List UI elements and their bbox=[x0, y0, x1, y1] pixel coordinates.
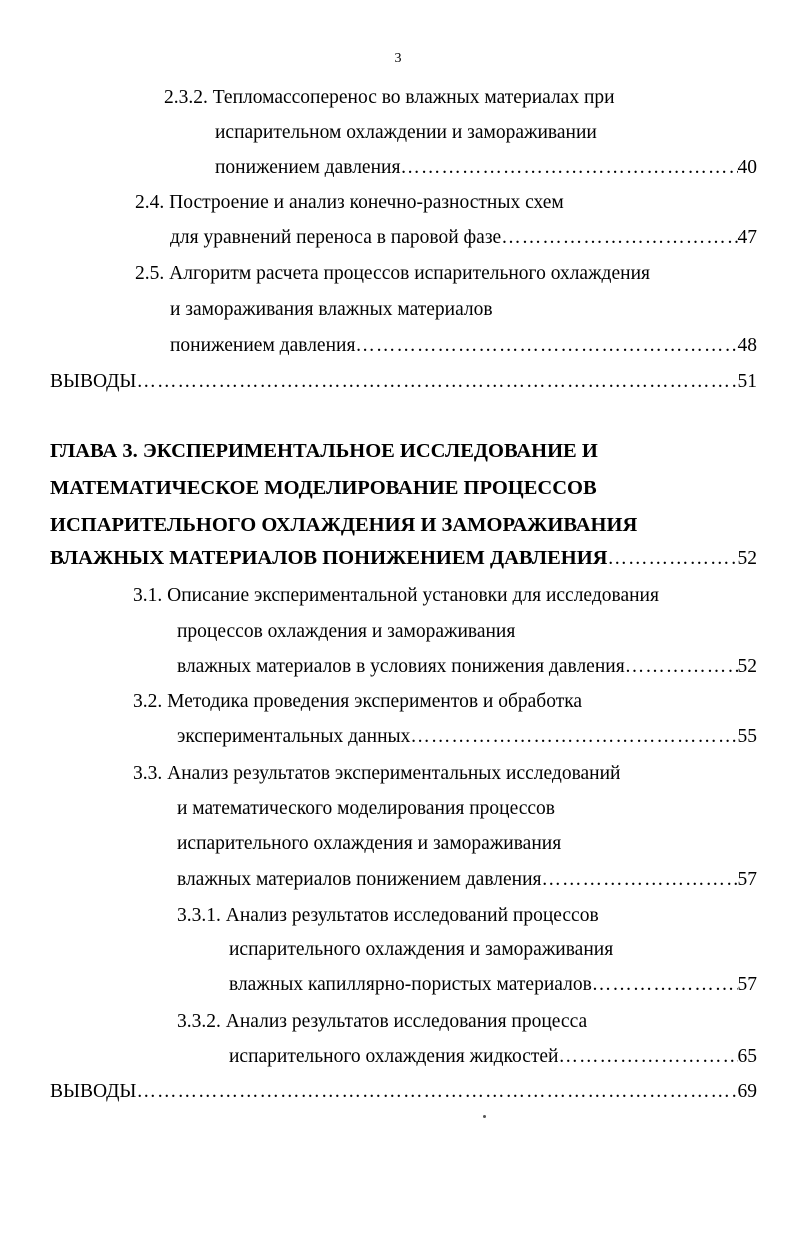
toc-entry-3-3-1-page: 57 bbox=[737, 974, 757, 995]
toc-entry-2-5-leader bbox=[170, 333, 757, 359]
toc-entry-3-3-line3: испарительного охлаждения и замораживания bbox=[177, 833, 562, 854]
dot-leader bbox=[136, 1079, 737, 1105]
toc-entry-2-5-line1: 2.5. Алгоритм расчета процессов испарительного охлаждения bbox=[135, 263, 650, 284]
dot-leader bbox=[410, 724, 737, 750]
toc-entry-3-1-page: 52 bbox=[737, 656, 757, 677]
toc-entry-2-3-2-leader bbox=[215, 155, 757, 181]
toc-conclusions-3-leader bbox=[50, 1079, 757, 1105]
scan-speck bbox=[483, 1115, 486, 1118]
toc-conclusions-2-leader bbox=[50, 369, 757, 395]
toc-entry-3-1-leader bbox=[177, 654, 757, 680]
toc-entry-2-4-line1: 2.4. Построение и анализ конечно-разностных схем bbox=[135, 192, 564, 213]
dot-leader bbox=[355, 333, 737, 359]
toc-entry-2-4-page: 47 bbox=[737, 227, 757, 248]
toc-conclusions-3-page: 69 bbox=[737, 1081, 757, 1102]
chapter-3-leader bbox=[50, 545, 757, 572]
dot-leader bbox=[542, 867, 738, 893]
toc-entry-3-3-1-line2: испарительного охлаждения и замораживания bbox=[229, 939, 614, 960]
toc-entry-3-3-1-line1: 3.3.1. Анализ результатов исследований процессов bbox=[177, 905, 599, 926]
toc-entry-2-3-2-page: 40 bbox=[737, 157, 757, 178]
toc-entry-3-3-line4: влажных материалов понижением давления bbox=[177, 869, 542, 890]
toc-entry-3-3-line1: 3.3. Анализ результатов экспериментальных исследований bbox=[133, 763, 621, 784]
toc-entry-3-1-line2: процессов охлаждения и замораживания bbox=[177, 621, 516, 642]
chapter-3-title-line1: ГЛАВА 3. ЭКСПЕРИМЕНТАЛЬНОЕ ИССЛЕДОВАНИЕ И bbox=[50, 440, 598, 462]
toc-entry-3-1-line1: 3.1. Описание экспериментальной установки для исследования bbox=[133, 585, 659, 606]
toc-entry-3-2-page: 55 bbox=[737, 726, 757, 747]
toc-entry-3-3-2-page: 65 bbox=[737, 1046, 757, 1067]
toc-entry-2-4-line2: для уравнений переноса в паровой фазе bbox=[170, 227, 502, 248]
toc-conclusions-2-page: 51 bbox=[737, 371, 757, 392]
toc-entry-2-5-line2: и замораживания влажных материалов bbox=[170, 299, 493, 320]
dot-leader bbox=[607, 546, 737, 572]
toc-entry-3-2-line1: 3.2. Методика проведения экспериментов и обработка bbox=[133, 691, 583, 712]
chapter-3-title-line4: ВЛАЖНЫХ МАТЕРИАЛОВ ПОНИЖЕНИЕМ ДАВЛЕНИЯ bbox=[50, 547, 608, 569]
toc-entry-3-1-line3: влажных материалов в условиях понижения давления bbox=[177, 656, 625, 677]
toc-conclusions-3-label: ВЫВОДЫ bbox=[50, 1081, 137, 1102]
toc-entry-3-3-2-leader bbox=[229, 1044, 757, 1070]
chapter-3-title-line3: ИСПАРИТЕЛЬНОГО ОХЛАЖДЕНИЯ И ЗАМОРАЖИВАНИЯ bbox=[50, 514, 638, 536]
toc-entry-2-5-line3: понижением давления bbox=[170, 335, 356, 356]
dot-leader bbox=[592, 972, 738, 998]
toc-entry-3-3-2-line2: испарительного охлаждения жидкостей bbox=[229, 1046, 559, 1067]
toc-entry-2-5-page: 48 bbox=[737, 335, 757, 356]
dot-leader bbox=[625, 654, 738, 680]
toc-entry-2-4-leader bbox=[170, 225, 757, 251]
dot-leader bbox=[501, 225, 737, 251]
toc-entry-3-3-line2: и математического моделирования процессов bbox=[177, 798, 556, 819]
toc-conclusions-2-label: ВЫВОДЫ bbox=[50, 371, 137, 392]
toc-entry-3-3-2-line1: 3.3.2. Анализ результатов исследования процесса bbox=[177, 1011, 588, 1032]
chapter-3-page: 52 bbox=[737, 548, 757, 569]
toc-entry-3-3-page: 57 bbox=[737, 869, 757, 890]
dot-leader bbox=[136, 369, 737, 395]
toc-entry-2-3-2-line1: 2.3.2. Тепломассоперенос во влажных материалах при bbox=[164, 87, 615, 108]
chapter-3-title-line2: МАТЕМАТИЧЕСКОЕ МОДЕЛИРОВАНИЕ ПРОЦЕССОВ bbox=[50, 477, 597, 499]
toc-entry-2-3-2-line2: испарительном охлаждении и замораживании bbox=[215, 122, 597, 143]
page-number: 3 bbox=[394, 51, 402, 66]
dot-leader bbox=[558, 1044, 737, 1070]
toc-entry-3-2-line2: экспериментальных данных bbox=[177, 726, 411, 747]
toc-entry-3-3-1-line3: влажных капиллярно-пористых материалов bbox=[229, 974, 592, 995]
toc-entry-3-3-1-leader bbox=[229, 972, 757, 998]
toc-entry-2-3-2-line3: понижением давления bbox=[215, 157, 401, 178]
toc-entry-3-3-leader bbox=[177, 867, 757, 893]
dot-leader bbox=[400, 155, 737, 181]
toc-entry-3-2-leader bbox=[177, 724, 757, 750]
